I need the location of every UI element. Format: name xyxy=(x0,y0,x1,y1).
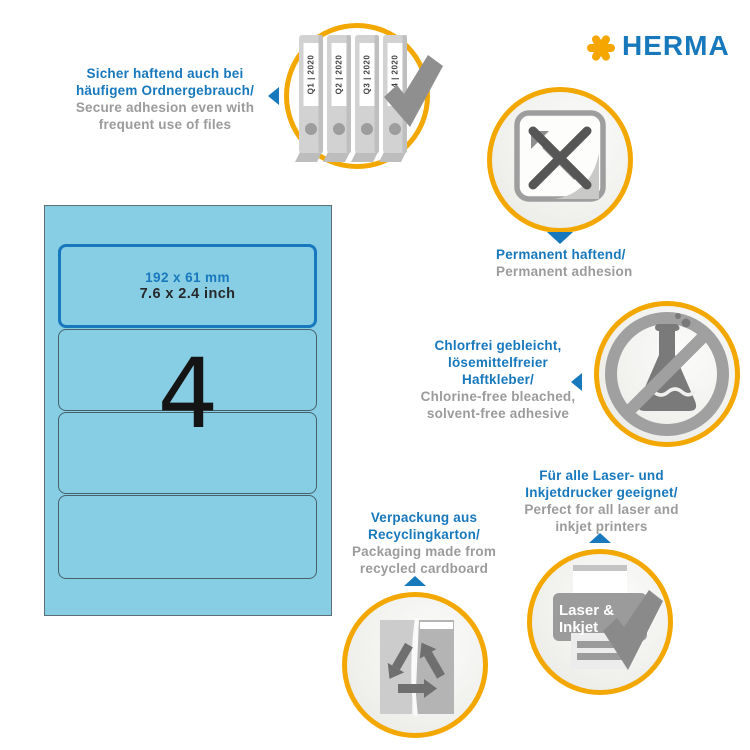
arrow-up-icon xyxy=(404,576,426,586)
callout-line-en: Perfect for all laser and xyxy=(524,502,679,517)
binder-spine xyxy=(323,35,351,162)
callout-permanent-adhesion xyxy=(496,246,716,280)
callout-line-en: recycled cardboard xyxy=(359,561,489,576)
herma-asterisk-icon xyxy=(586,33,616,63)
binder-spine xyxy=(351,35,379,162)
callout-line-de: Permanent haftend/ xyxy=(496,247,626,262)
no-removal-label-icon xyxy=(487,87,633,233)
callout-line-de: Sicher haftend auch bei xyxy=(86,66,244,81)
callout-line-de: häufigem Ordnergebrauch/ xyxy=(75,83,255,98)
binder-spine xyxy=(295,35,323,162)
label-size-metric: 192 x 61 mm xyxy=(145,270,230,285)
binder-spine-label: Q1 | 2020 xyxy=(306,54,316,95)
chlorine-free-feature-circle xyxy=(594,301,740,447)
printer-label-line2: Inkjet xyxy=(559,619,599,636)
labels-per-sheet-count: 4 xyxy=(157,338,219,450)
callout-line-de: Inkjetdrucker geeignet/ xyxy=(525,485,678,500)
callout-line-en: inkjet printers xyxy=(555,519,648,534)
printer-label-line1: Laser & xyxy=(559,602,615,619)
binder-spine-label: Q2 | 2020 xyxy=(334,54,344,95)
arrow-up-icon xyxy=(589,533,611,543)
callout-chlorine-free xyxy=(398,337,598,422)
callout-line-en: Chlorine-free bleached, xyxy=(420,389,576,404)
arrow-left-icon xyxy=(268,87,279,105)
callout-secure-adhesion xyxy=(40,65,290,133)
brand-name: HERMA xyxy=(622,30,730,61)
binder-spine-label: Q3 | 2020 xyxy=(362,54,372,95)
paper-in-shape xyxy=(573,571,627,595)
arrow-down-icon xyxy=(547,232,573,244)
callout-line-de: Recyclingkarton/ xyxy=(368,527,480,542)
laser-inkjet-printer-icon xyxy=(527,549,673,695)
callout-line-de: Haftkleber/ xyxy=(462,372,534,387)
label-size-imperial: 7.6 x 2.4 inch xyxy=(139,286,236,302)
no-chemicals-flask-icon xyxy=(594,301,740,447)
arrow-left-icon xyxy=(571,373,582,391)
callout-line-en: Packaging made from xyxy=(351,544,497,559)
callout-printer-compatibility xyxy=(494,467,709,535)
callout-line-de: lösemittelfreier xyxy=(448,355,548,370)
callout-line-en: solvent-free adhesive xyxy=(426,406,570,421)
recycled-packaging-icon xyxy=(342,592,488,738)
binders-checkmark-icon xyxy=(284,23,430,169)
permanent-feature-circle xyxy=(487,87,633,233)
callout-line-de: Für alle Laser- und xyxy=(539,468,664,483)
printer-feature-circle xyxy=(527,549,673,695)
callout-line-en: Permanent adhesion xyxy=(496,264,633,279)
callout-line-de: Chlorfrei gebleicht, xyxy=(434,338,562,353)
callout-line-en: Secure adhesion even with xyxy=(75,100,255,115)
callout-recycled-packaging xyxy=(328,509,520,577)
label-outline xyxy=(58,495,317,579)
binders-feature-circle xyxy=(284,23,430,169)
label-highlighted xyxy=(58,244,317,328)
callout-line-de: Verpackung aus xyxy=(370,510,478,525)
binder-spine-label: Q4 | 2020 xyxy=(390,54,400,95)
label-sheet-preview xyxy=(44,205,332,616)
recycling-feature-circle xyxy=(342,592,488,738)
callout-line-en: frequent use of files xyxy=(98,117,232,132)
